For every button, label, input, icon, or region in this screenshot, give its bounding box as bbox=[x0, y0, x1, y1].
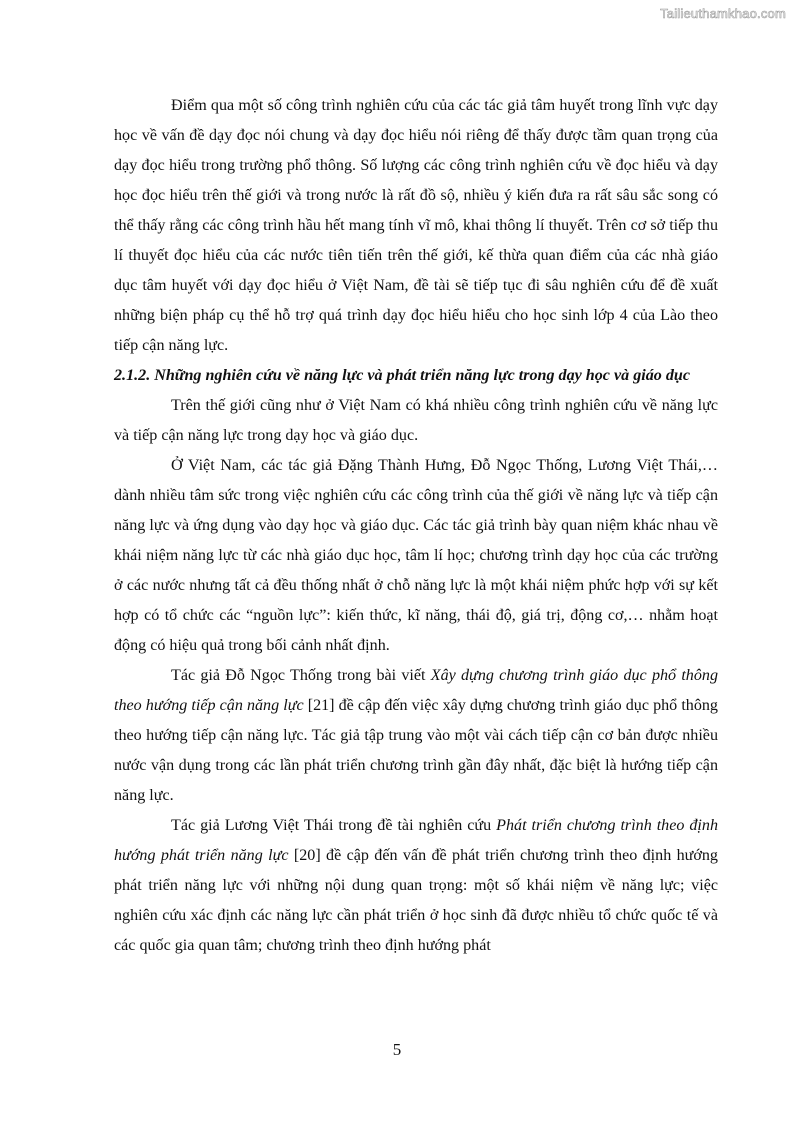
watermark: Tailieuthamkhao.com bbox=[660, 6, 786, 21]
paragraph-intro: Điểm qua một số công trình nghiên cứu của các tác giả tâm huyết trong lĩnh vực dạy học về vấn đề dạy đọc nói chung và dạy đọc hiểu nói riêng để thấy được tầm quan trọng của dạy đọc hiểu trong trường phổ thông. Số lượng các công trình nghiên cứu về đọc hiểu và dạy học đọc hiểu trên thế giới và trong nước là rất đồ sộ, nhiều ý kiến đưa ra rất sâu sắc song có thể thấy rằng các công trình hầu hết mang tính vĩ mô, khai thông lí thuyết. Trên cơ sở tiếp thu lí thuyết đọc hiểu của các nước tiên tiến trên thế giới, kế thừa quan điểm của các nhà giáo dục tâm huyết với dạy đọc hiểu ở Việt Nam, đề tài sẽ tiếp tục đi sâu nghiên cứu để đề xuất những biện pháp cụ thể hỗ trợ quá trình dạy đọc hiểu hiểu cho học sinh lớp 4 của Lào theo tiếp cận năng lực. bbox=[114, 97, 718, 354]
text-before: Tác giả Lương Việt Thái trong đề tài nghiên cứu bbox=[171, 817, 497, 834]
section-heading: 2.1.2. Những nghiên cứu về năng lực và phát triển năng lực trong dạy học và giáo dục bbox=[114, 367, 690, 384]
italic-title: Xây dựng chương trình giáo dục phổ thông theo hướng tiếp cận năng lực bbox=[114, 667, 718, 714]
text-after: [20] đề cập đến vấn đề phát triển chương trình theo định hướng phát triển năng lực với những nội dung quan trọng: một số khái niệm về năng lực; việc nghiên cứu xác định các năng lực cần phát triển ở học sinh đã được nhiều tổ chức quốc tế và các quốc gia quan tâm; chương trình theo định hướng phát bbox=[114, 847, 718, 954]
paragraph-vietnam-authors: Ở Việt Nam, các tác giả Đặng Thành Hưng, Đỗ Ngọc Thống, Lương Việt Thái,… dành nhiều tâm sức trong việc nghiên cứu các công trình của thế giới về năng lực và tiếp cận năng lực và ứng dụng vào dạy học và giáo dục. Các tác giả trình bày quan niệm khác nhau về khái niệm năng lực từ các nhà giáo dục học, tâm lí học; chương trình dạy học của các trường ở các nước nhưng tất cả đều thống nhất ở chỗ năng lực là một khái niệm phức hợp với sự kết hợp có tổ chức các “nguồn lực”: kiến thức, kĩ năng, thái độ, giá trị, động cơ,… nhằm hoạt động có hiệu quả trong bối cảnh nhất định. bbox=[114, 457, 718, 654]
document-body bbox=[114, 91, 718, 961]
text-before: Tác giả Đỗ Ngọc Thống trong bài viết bbox=[171, 667, 431, 684]
paragraph-do-ngoc-thong bbox=[114, 661, 718, 811]
paragraph-luong-viet-thai bbox=[114, 811, 718, 961]
italic-title: Phát triển chương trình theo định hướng phát triển năng lực bbox=[114, 817, 718, 864]
page-number: 5 bbox=[392, 1040, 402, 1059]
text-after: [21] đề cập đến việc xây dựng chương trình giáo dục phổ thông theo hướng tiếp cận năng lực. Tác giả tập trung vào một vài cách tiếp cận cơ bản được nhiều nước vận dụng trong các lần phát triển chương trình gần đây nhất, đặc biệt là hướng tiếp cận năng lực. bbox=[114, 697, 718, 804]
paragraph-overview: Trên thế giới cũng như ở Việt Nam có khá nhiều công trình nghiên cứu về năng lực và tiếp cận năng lực trong dạy học và giáo dục. bbox=[114, 397, 718, 444]
